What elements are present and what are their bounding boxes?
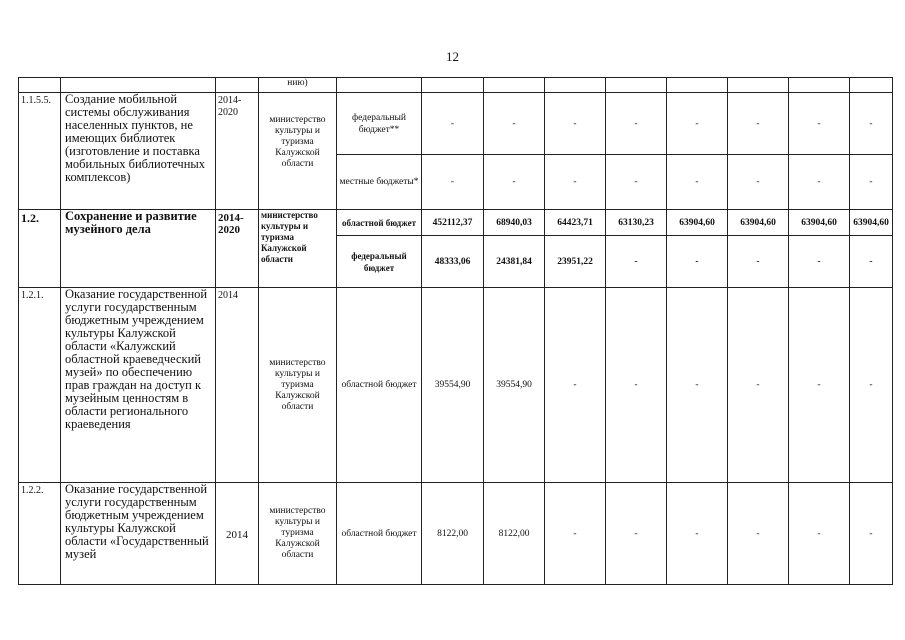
value: - (728, 93, 789, 155)
value: - (728, 483, 789, 585)
value: - (606, 236, 667, 288)
page-number: 12 (446, 49, 459, 64)
table-row (19, 78, 893, 93)
value: - (850, 288, 893, 483)
value: 68940,03 (484, 210, 545, 236)
executor: министерство культуры и туризма Калужской области (259, 288, 337, 483)
value-total: 39554,90 (422, 288, 484, 483)
value: - (545, 93, 606, 155)
value: - (789, 155, 850, 210)
row-number: 1.1.5.5. (19, 93, 61, 210)
value: - (667, 155, 728, 210)
value: - (667, 236, 728, 288)
funding-source: областной бюджет (337, 483, 422, 585)
funding-source: областной бюджет (337, 210, 422, 236)
value: - (789, 93, 850, 155)
executor: министерство культуры и туризма Калужской области (259, 483, 337, 585)
value: - (728, 288, 789, 483)
value: 23951,22 (545, 236, 606, 288)
value: - (545, 155, 606, 210)
value: - (789, 288, 850, 483)
executor: министерство культуры и туризма Калужской области (259, 93, 337, 210)
value: - (789, 483, 850, 585)
value: - (667, 93, 728, 155)
funding-source: местные бюджеты* (337, 155, 422, 210)
value: 39554,90 (484, 288, 545, 483)
value: 64423,71 (545, 210, 606, 236)
value: 63130,23 (606, 210, 667, 236)
value-total: - (422, 93, 484, 155)
value: - (789, 236, 850, 288)
continuation-text: нию) (259, 78, 337, 93)
period: 2014- 2020 (216, 93, 259, 210)
value: 24381,84 (484, 236, 545, 288)
value: 8122,00 (484, 483, 545, 585)
value: - (484, 93, 545, 155)
table-row (19, 93, 893, 155)
value: - (606, 288, 667, 483)
executor: министерство культуры и туризма Калужской области (259, 210, 337, 288)
value: 63904,60 (789, 210, 850, 236)
value: - (606, 155, 667, 210)
value: - (484, 155, 545, 210)
value: - (850, 483, 893, 585)
value: - (606, 93, 667, 155)
value-total: 8122,00 (422, 483, 484, 585)
value-total: - (422, 155, 484, 210)
table-row (19, 483, 893, 585)
value: 63904,60 (850, 210, 893, 236)
value: 63904,60 (667, 210, 728, 236)
row-number: 1.2.1. (19, 288, 61, 483)
funding-source: областной бюджет (337, 288, 422, 483)
row-number: 1.2. (19, 210, 61, 288)
value: - (850, 236, 893, 288)
row-number: 1.2.2. (19, 483, 61, 585)
measure-name: Оказание государственной услуги государственным бюджетным учреждением культуры Калужской области «Государственный музей (61, 483, 216, 585)
period: 2014 (216, 483, 259, 585)
value: - (850, 155, 893, 210)
value: - (545, 288, 606, 483)
value: - (728, 155, 789, 210)
value: - (667, 483, 728, 585)
value: - (545, 483, 606, 585)
funding-source: федеральный бюджет** (337, 93, 422, 155)
measure-name: Создание мобильной системы обслуживания населенных пунктов, не имеющих библиотек (изготовление и поставка мобильных библиотечных комплексов) (61, 93, 216, 210)
value: 63904,60 (728, 210, 789, 236)
measure-name: Оказание государственной услуги государственным бюджетным учреждением культуры Калужской области «Калужский областной краеведческий музей» по обеспечению прав граждан на доступ к музейным ценностям в области регионального краеведения (61, 288, 216, 483)
period: 2014- 2020 (216, 210, 259, 288)
value-total: 452112,37 (422, 210, 484, 236)
value-total: 48333,06 (422, 236, 484, 288)
value: - (606, 483, 667, 585)
value: - (728, 236, 789, 288)
funding-source: федеральный бюджет (337, 236, 422, 288)
table-row (19, 288, 893, 483)
period: 2014 (216, 288, 259, 483)
measure-name: Сохранение и развитие музейного дела (61, 210, 216, 288)
value: - (850, 93, 893, 155)
table-row (19, 210, 893, 236)
budget-table (18, 77, 893, 585)
value: - (667, 288, 728, 483)
